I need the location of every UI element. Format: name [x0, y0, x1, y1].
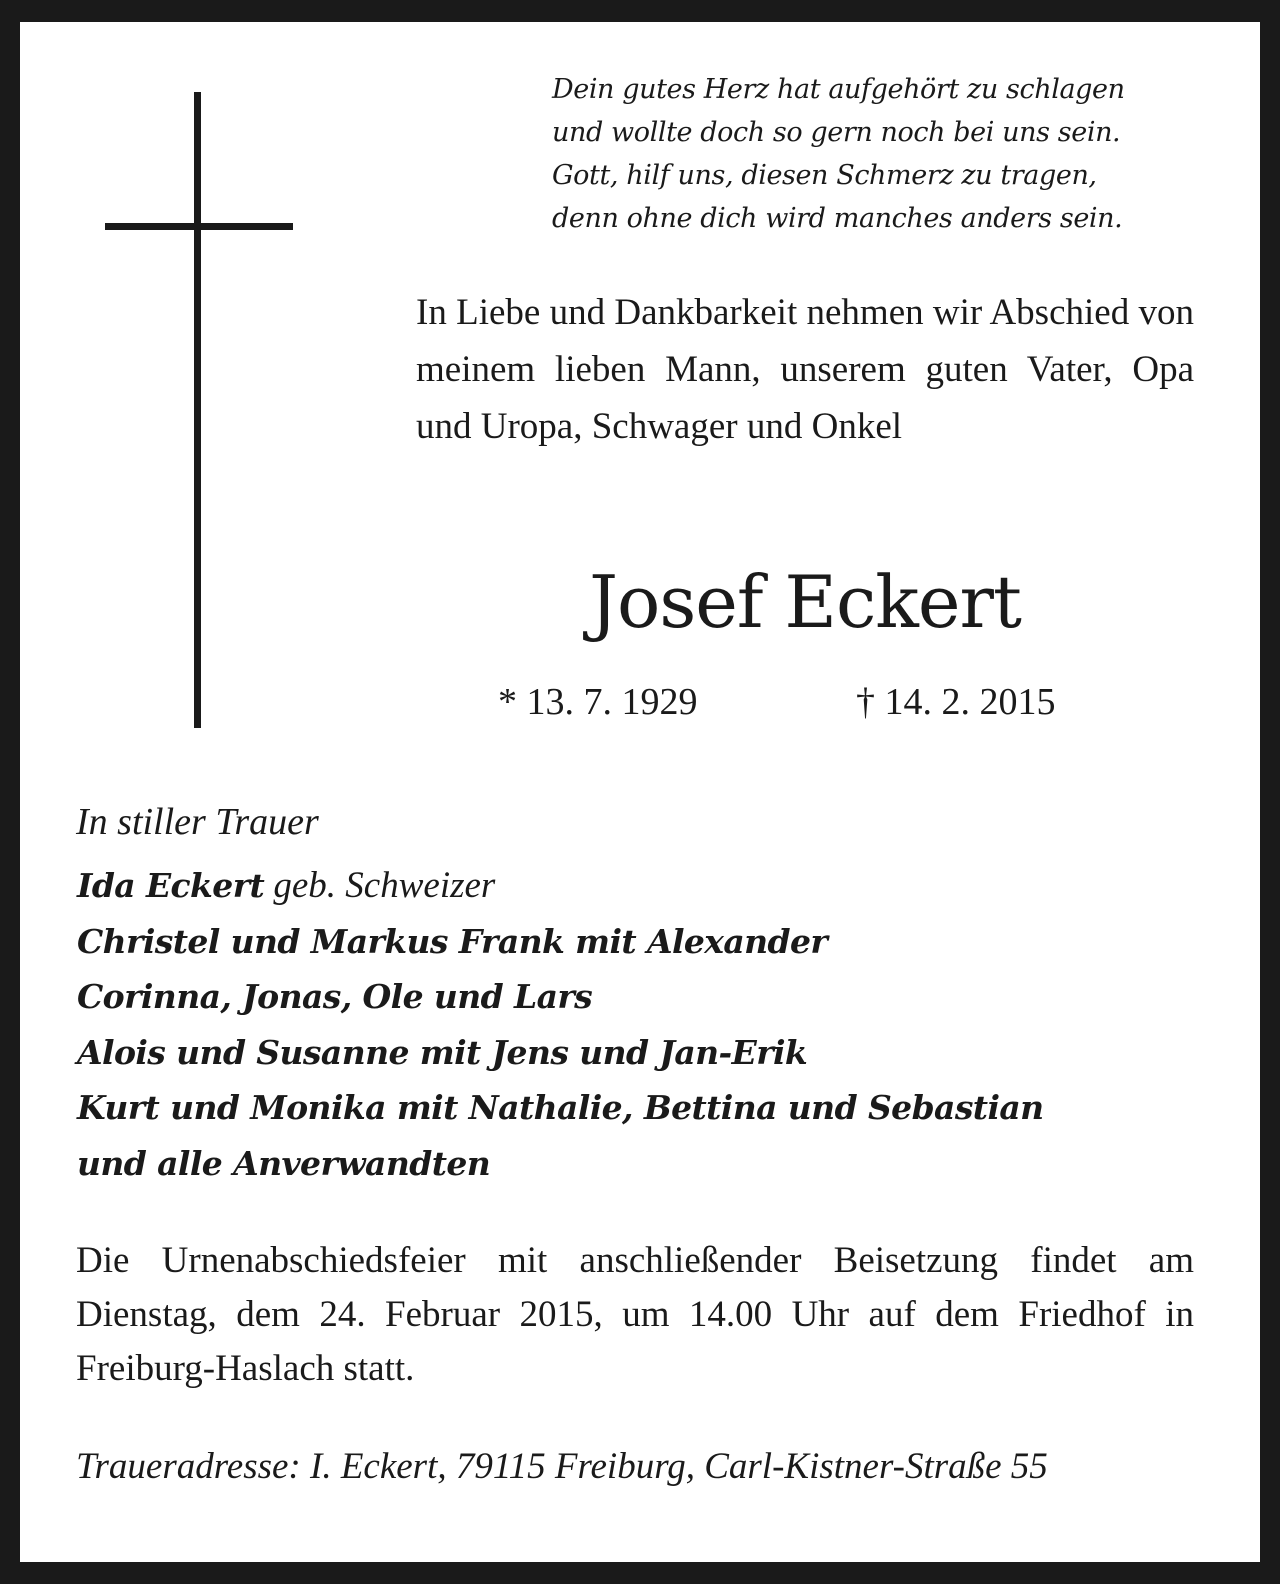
family-first-name: Ida Eckert: [77, 866, 265, 905]
ceremony-text: Die Urnenabschiedsfeier mit anschließender Beisetzung findet am Dienstag, dem 24. Februar 2015, um 14.00 Uhr auf dem Friedhof in Freiburg-Haslach statt.: [76, 1240, 1194, 1389]
death-date: † 14. 2. 2015: [856, 681, 1056, 723]
intro-text: In Liebe und Dankbarkeit nehmen wir Abschied von meinem lieben Mann, unserem guten Vater, Opa und Uropa, Schwager und Onkel: [416, 292, 1194, 447]
cross-icon: [105, 92, 293, 728]
family-line: Alois und Susanne mit Jens und Jan-Erik: [77, 1032, 808, 1072]
family-line: Kurt und Monika mit Nathalie, Bettina und Sebastian: [77, 1088, 1044, 1127]
family-line: [77, 858, 1227, 914]
poem-line: denn ohne dich wird manches anders sein.: [552, 203, 1123, 234]
life-dates: [498, 674, 1138, 730]
family-list: [77, 858, 1227, 1191]
cross-vertical-bar: [194, 92, 201, 728]
cross-horizontal-bar: [105, 223, 293, 230]
obituary-card: [20, 22, 1260, 1562]
family-line: Christel und Markus Frank mit Alexander: [77, 921, 828, 961]
mourning-address: Traueradresse: I. Eckert, 79115 Freiburg, Carl-Kistner-Straße 55: [76, 1446, 1048, 1487]
poem: [552, 68, 1242, 240]
poem-line: und wollte doch so gern noch bei uns sein.: [552, 117, 1121, 148]
family-line: Corinna, Jonas, Ole und Lars: [77, 977, 593, 1016]
poem-line: Dein gutes Herz hat aufgehört zu schlagen: [552, 74, 1125, 105]
poem-line: Gott, hilf uns, diesen Schmerz zu tragen,: [552, 160, 1097, 191]
family-first-suffix: geb. Schweizer: [264, 865, 496, 906]
family-line: und alle Anverwandten: [77, 1143, 491, 1183]
deceased-name: Josef Eckert: [589, 560, 1021, 644]
mourning-heading: In stiller Trauer: [76, 801, 319, 843]
birth-date: * 13. 7. 1929: [498, 681, 698, 723]
